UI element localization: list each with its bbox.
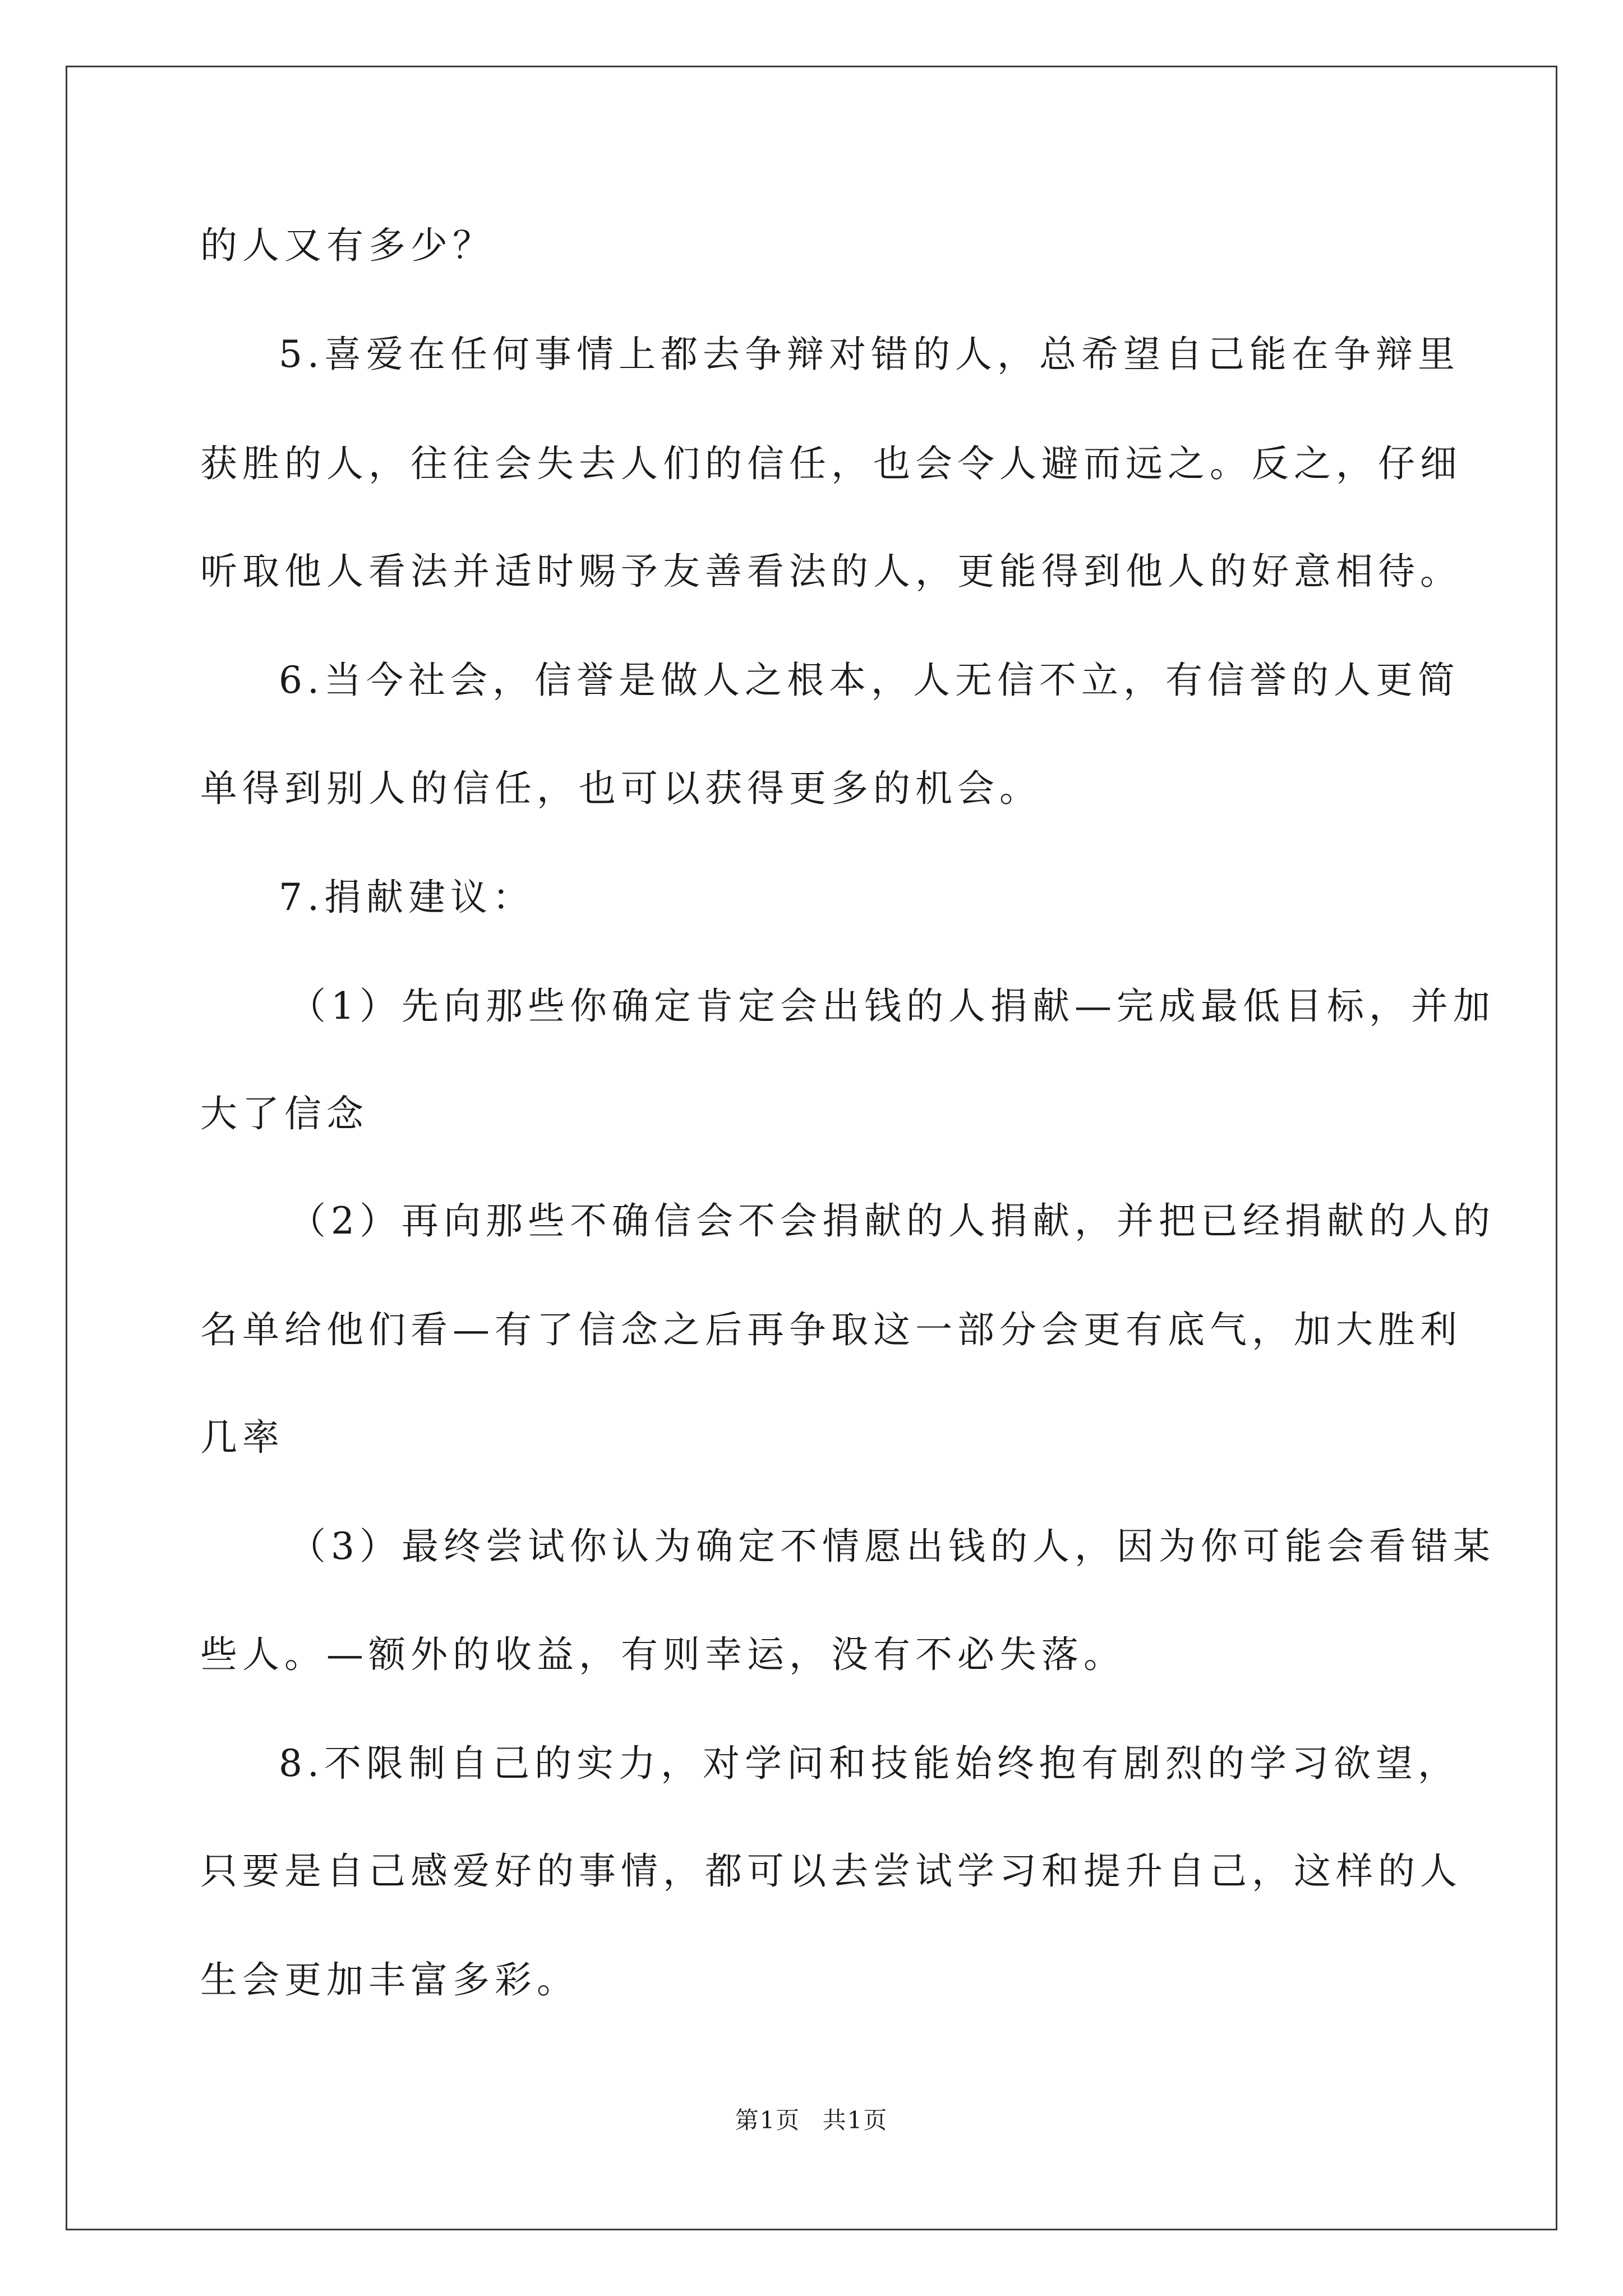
text-line: 8.不限制自己的实力，对学问和技能始终抱有剧烈的学习欲望， xyxy=(279,1742,1460,1785)
page-total: 共1页 xyxy=(822,2106,888,2134)
text-line: 生会更加丰富多彩。 xyxy=(200,1958,579,2001)
page-footer xyxy=(0,2106,1623,2134)
page-number: 第1页 xyxy=(735,2106,801,2134)
text-line: 7.捐献建议： xyxy=(279,876,534,919)
text-line: 大了信念 xyxy=(200,1092,368,1135)
page-border xyxy=(66,66,1557,2230)
text-line: 获胜的人，往往会失去人们的信任，也会令人避而远之。反之，仔细 xyxy=(200,442,1462,485)
text-line: 6.当今社会，信誉是做人之根本，人无信不立，有信誉的人更简 xyxy=(279,659,1460,702)
text-line: （3）最终尝试你认为确定不情愿出钱的人，因为你可能会看错某 xyxy=(289,1525,1495,1568)
text-line: （1）先向那些你确定肯定会出钱的人捐献—完成最低目标，并加 xyxy=(289,984,1495,1028)
text-line: 的人又有多少？ xyxy=(200,224,495,267)
text-line: 听取他人看法并适时赐予友善看法的人，更能得到他人的好意相待。 xyxy=(200,550,1462,593)
text-line: （2）再向那些不确信会不会捐献的人捐献，并把已经捐献的人的 xyxy=(289,1199,1495,1243)
text-line: 5.喜爱在任何事情上都去争辩对错的人，总希望自己能在争辩里 xyxy=(279,333,1460,376)
text-line: 些人。—额外的收益，有则幸运，没有不必失落。 xyxy=(200,1633,1126,1676)
text-line: 几率 xyxy=(200,1416,284,1459)
text-line: 只要是自己感爱好的事情，都可以去尝试学习和提升自己，这样的人 xyxy=(200,1849,1462,1893)
text-line: 名单给他们看—有了信念之后再争取这一部分会更有底气，加大胜利 xyxy=(200,1308,1462,1351)
text-line: 单得到别人的信任，也可以获得更多的机会。 xyxy=(200,767,1041,810)
